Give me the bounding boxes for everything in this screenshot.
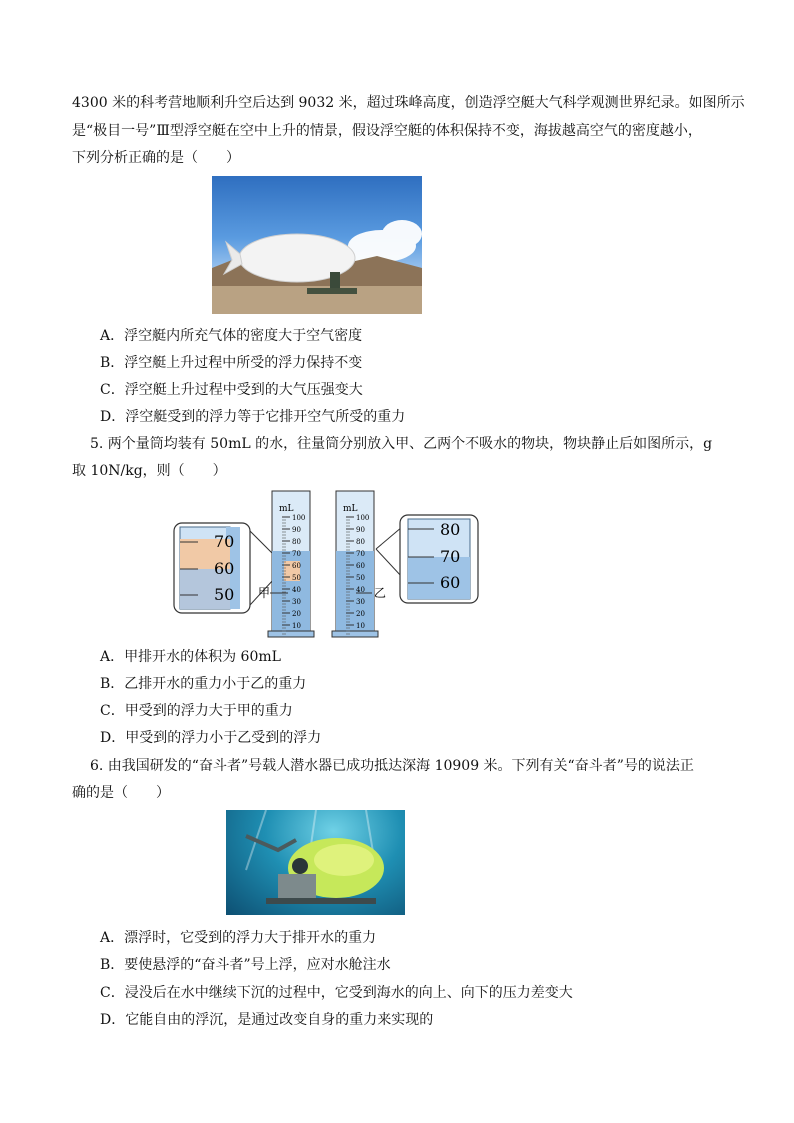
left-tick-label: 80 <box>292 538 301 546</box>
right-zoom-label-70: 70 <box>440 547 461 566</box>
right-tick-label: 30 <box>356 598 365 606</box>
graduated-cylinders-figure <box>172 487 482 642</box>
q4-stem-line-1: 4300 米的科考营地顺利升空后达到 9032 米，超过珠峰高度，创造浮空艇大气科学观测世界纪录。如图所示 <box>72 95 745 111</box>
left-tick-label: 30 <box>292 598 301 606</box>
left-tick-label: 60 <box>292 562 301 570</box>
left-cylinder-unit: mL <box>279 504 294 514</box>
right-tick-label: 90 <box>356 526 365 534</box>
q5-option-d: D．甲受到的浮力小于乙受到的浮力 <box>100 730 322 746</box>
q5-option-c: C．甲受到的浮力大于甲的重力 <box>100 703 293 719</box>
q6-stem-line-2: 确的是（ ） <box>72 785 170 801</box>
left-zoom-label-60: 60 <box>214 559 235 578</box>
right-cylinder-unit: mL <box>343 504 358 514</box>
q4-stem-line-3: 下列分析正确的是（ ） <box>72 150 240 166</box>
q5-stem-line-2: 取 10N/kg，则（ ） <box>72 463 227 479</box>
jia-label: 甲 <box>258 586 271 600</box>
left-tick-label: 20 <box>292 610 301 618</box>
right-zoom-callout <box>376 515 478 603</box>
q6-option-d: D．它能自由的浮沉，是通过改变自身的重力来实现的 <box>100 1012 434 1028</box>
right-zoom-label-80: 80 <box>440 520 461 539</box>
q6-stem-line-1: 6. 由我国研发的“奋斗者”号载人潜水器已成功抵达深海 10909 米。下列有关“奋斗者”号的说法正 <box>90 758 694 774</box>
right-tick-label: 100 <box>356 514 370 522</box>
right-tick-label: 50 <box>356 574 365 582</box>
left-tick-label: 70 <box>292 550 301 558</box>
q6-option-a: A．漂浮时，它受到的浮力大于排开水的重力 <box>100 930 377 946</box>
left-zoom-label-50: 50 <box>214 585 235 604</box>
left-tick-label: 100 <box>292 514 306 522</box>
right-tick-label: 80 <box>356 538 365 546</box>
q4-option-a: A．浮空艇内所充气体的密度大于空气密度 <box>100 328 363 344</box>
airship-photo <box>212 176 422 314</box>
q4-option-c: C．浮空艇上升过程中受到的大气压强变大 <box>100 382 363 398</box>
q4-stem-line-2: 是“极目一号”Ⅲ型浮空艇在空中上升的情景，假设浮空艇的体积保持不变，海拔越高空气的密度越小， <box>72 123 702 139</box>
left-cylinder <box>258 491 314 637</box>
left-tick-label: 10 <box>292 622 301 630</box>
right-tick-label: 10 <box>356 622 365 630</box>
right-tick-label: 40 <box>356 586 365 594</box>
right-cylinder <box>332 491 386 637</box>
right-tick-label: 20 <box>356 610 365 618</box>
left-tick-label: 90 <box>292 526 301 534</box>
left-zoom-label-70: 70 <box>214 532 235 551</box>
q4-option-b: B．浮空艇上升过程中所受的浮力保持不变 <box>100 355 363 371</box>
q5-stem-line-1: 5. 两个量筒均装有 50mL 的水，往量筒分别放入甲、乙两个不吸水的物块，物块静止后如图所示，g <box>90 436 713 452</box>
q4-option-d: D．浮空艇受到的浮力等于它排开空气所受的重力 <box>100 409 406 425</box>
right-tick-label: 70 <box>356 550 365 558</box>
right-tick-label: 60 <box>356 562 365 570</box>
submersible-photo <box>226 810 405 915</box>
q6-option-c: C．浸没后在水中继续下沉的过程中，它受到海水的向上、向下的压力差变大 <box>100 985 573 1001</box>
right-zoom-label-60: 60 <box>440 573 461 592</box>
yi-label: 乙 <box>374 586 387 600</box>
left-tick-label: 50 <box>292 574 301 582</box>
q5-option-b: B．乙排开水的重力小于乙的重力 <box>100 676 307 692</box>
q6-option-b: B．要使悬浮的“奋斗者”号上浮，应对水舱注水 <box>100 957 391 973</box>
left-tick-label: 40 <box>292 586 301 594</box>
q5-option-a: A．甲排开水的体积为 60mL <box>100 649 281 665</box>
